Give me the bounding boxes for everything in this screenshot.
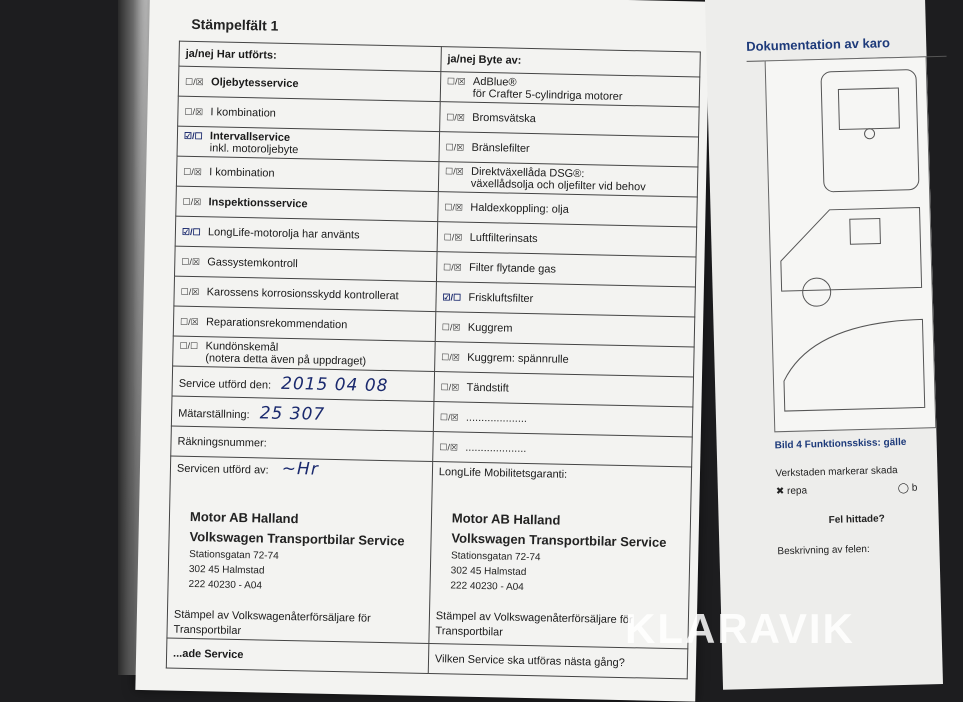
damage-instruction: Verkstaden markerar skada (775, 465, 898, 480)
item-label: Friskluftsfilter (468, 291, 534, 305)
left-column-header: ja/nej Har utförts: (179, 41, 441, 71)
checkbox-pair[interactable]: ☐/☒ (179, 316, 199, 327)
item-label: Luftfilterinsats (469, 231, 538, 245)
dealer-name: Motor AB Halland (451, 510, 561, 528)
item-label: Räkningsnummer: (177, 435, 267, 450)
page-title: Stämpelfält 1 (191, 15, 279, 34)
checkbox-pair[interactable]: ☐/☒ (442, 261, 462, 273)
checkbox-pair[interactable]: ☑/☐ (181, 226, 201, 237)
service-form-table (166, 41, 701, 680)
item-label: Inspektionsservice (208, 195, 308, 210)
checkbox-pair[interactable]: ☐/☒ (445, 165, 464, 177)
handwritten-entry: 25 307 (259, 402, 326, 425)
dealer-stamp-left (167, 456, 433, 643)
item-label: Kundönskemål (205, 339, 279, 354)
item-label: AdBlue® (472, 75, 517, 89)
checkbox-pair[interactable]: ☐/☒ (443, 231, 463, 243)
checkbox-pair[interactable]: ☐/☒ (441, 351, 460, 363)
checkbox-pair[interactable]: ☐/☐ (179, 340, 199, 351)
stamp-page (135, 0, 710, 702)
item-label: Service utförd den: (178, 377, 272, 392)
item-label: Bromsvätska (472, 111, 536, 125)
dealer-city: 302 45 Halmstad (188, 563, 265, 577)
legend-repa: ✖ repa (775, 485, 808, 498)
stamp-row (167, 456, 692, 649)
vehicle-sketch (765, 56, 937, 432)
watermark-logo: KLARAVIK (625, 605, 855, 652)
checkbox-pair[interactable]: ☐/☒ (180, 286, 200, 297)
item-label: Karossens korrosionsskydd kontrollerat (206, 285, 399, 302)
signature: ~Hr (281, 458, 320, 480)
item-label: .................... (465, 441, 527, 455)
faults-description-label: Beskrivning av felen: (777, 543, 870, 558)
stamp-note: Stämpel av Volkswagenåterförsäljare för Transportbilar (173, 608, 371, 638)
checkbox-pair[interactable]: ☐/☒ (441, 321, 461, 333)
documentation-page (705, 0, 943, 690)
item-label: Filter flytande gas (468, 261, 557, 276)
item-label: Reparationsrekommendation (205, 315, 348, 331)
dealer-stamp (188, 507, 425, 597)
item-label: I kombination (210, 105, 277, 120)
item-label: Tändstift (466, 381, 509, 395)
van-outline-icon (766, 57, 936, 431)
checkbox-pair[interactable]: ☐/☒ (184, 76, 204, 87)
checkbox-pair[interactable]: ☑/☐ (183, 130, 203, 141)
item-label: Oljebytesservice (210, 75, 299, 90)
figure-caption: Bild 4 Funktionsskiss: gälle (774, 436, 907, 452)
documentation-title: Dokumentation av karo (746, 35, 891, 54)
checkbox-pair[interactable]: ☐/☒ (439, 411, 459, 423)
item-sublabel: (notera detta även på uppdraget) (205, 351, 367, 368)
dealer-stamp (450, 508, 684, 598)
item-label: Bränslefilter (471, 141, 530, 155)
handwritten-entry: 2015 04 08 (280, 373, 389, 396)
checkbox-pair[interactable]: ☐/☒ (440, 381, 460, 393)
next-service-left: ...ade Service (166, 638, 428, 673)
checkbox-pair[interactable]: ☐/☒ (446, 111, 465, 123)
dealer-division: Volkswagen Transportbilar Service (189, 528, 405, 549)
item-label: Kuggrem: spännrulle (467, 351, 569, 366)
item-label: .................... (465, 411, 528, 425)
item-label: Intervallservice (209, 129, 291, 144)
item-label: Kuggrem (467, 321, 513, 335)
checkbox-pair[interactable]: ☑/☐ (442, 291, 462, 303)
item-label: Haldexkoppling: olja (470, 201, 569, 216)
dealer-code: 222 40230 - A04 (450, 580, 524, 593)
item-label: Gassystemkontroll (207, 255, 298, 270)
item-label: I kombination (209, 165, 275, 180)
dealer-city: 302 45 Halmstad (450, 565, 527, 579)
dealer-division: Volkswagen Transportbilar Service (451, 530, 667, 550)
checkbox-pair[interactable]: ☐/☒ (181, 256, 201, 267)
item-label: Direktväxellåda DSG®: (470, 165, 585, 180)
service-by-label: Servicen utförd av: (176, 462, 269, 477)
legend-other: ◯ b (897, 482, 918, 495)
item-label: Mätarställning: (178, 407, 250, 421)
item-sublabel: växellådsolja och oljefilter vid behov (470, 177, 646, 193)
faults-found-header: Fel hittade? (828, 513, 885, 526)
item-sublabel: för Crafter 5-cylindriga motorer (472, 87, 623, 103)
item-label: LongLife-motorolja har använts (207, 225, 360, 241)
checkbox-pair[interactable]: ☐/☒ (184, 106, 204, 117)
longlife-label: LongLife Mobilitetsgaranti: (438, 466, 568, 481)
checkbox-pair[interactable]: ☐/☒ (182, 196, 202, 207)
dealer-street: Stationsgatan 72-74 (189, 548, 279, 562)
checkbox-pair[interactable]: ☐/☒ (446, 75, 466, 87)
dealer-name: Motor AB Halland (189, 508, 299, 527)
dealer-street: Stationsgatan 72-74 (450, 550, 541, 564)
checkbox-pair[interactable]: ☐/☒ (444, 201, 464, 213)
item-sublabel: inkl. motoroljebyte (209, 141, 299, 156)
checkbox-pair[interactable]: ☐/☒ (439, 441, 459, 453)
stamp-note: Stämpel av Volkswagenåterförsäljare för Transportbilar (435, 610, 633, 639)
next-service-question: Vilken Service ska utföras nästa gång? (428, 643, 688, 678)
right-column-header: ja/nej Byte av: (441, 47, 701, 77)
checkbox-pair[interactable]: ☐/☒ (445, 141, 465, 153)
checkbox-pair[interactable]: ☐/☒ (183, 166, 202, 177)
dealer-code: 222 40230 - A04 (188, 578, 263, 592)
